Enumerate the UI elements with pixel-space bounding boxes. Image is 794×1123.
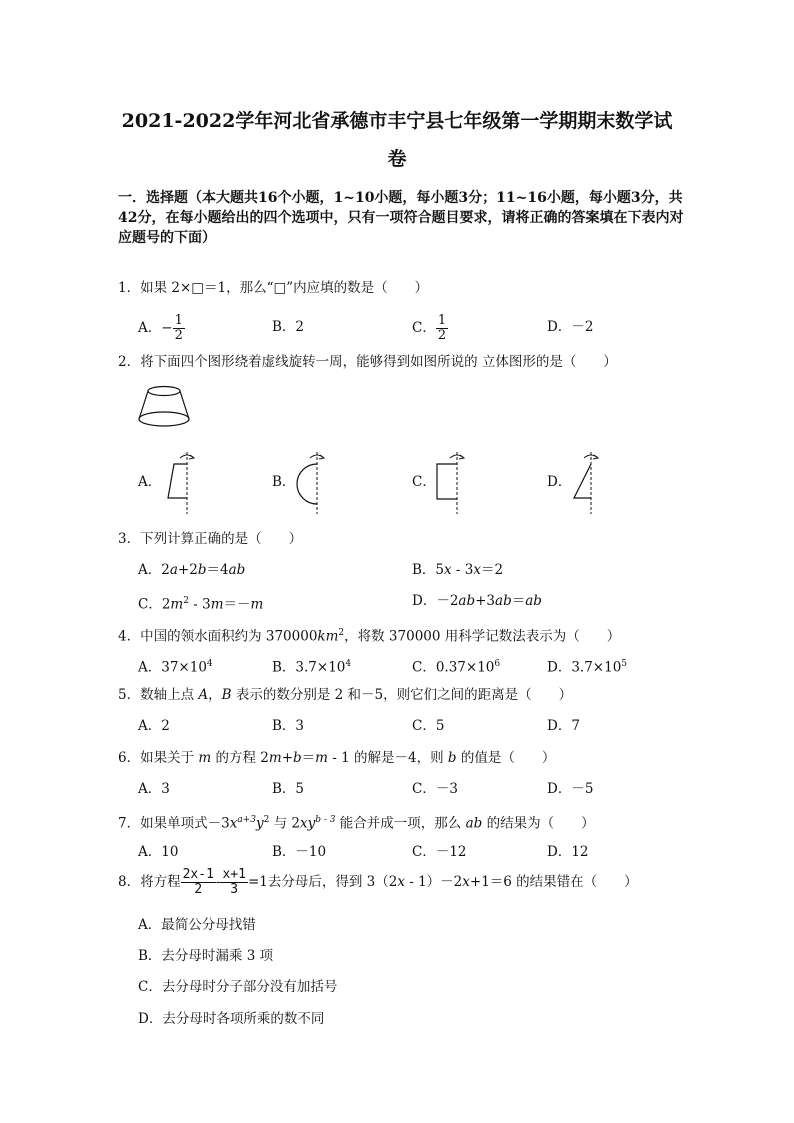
question-3-option-b: B．5x - 3x＝2 xyxy=(412,562,504,578)
question-4-option-b: B．$3.7\times 10^4$ xyxy=(272,659,352,676)
question-3-option-d: D．－2ab+3ab＝ab xyxy=(412,593,542,609)
question-2-stem: 2．将下面四个图形绕着虚线旋转一周，能够得到如图所说的 立体图形的是（ ） xyxy=(118,354,617,370)
question-7-option-c: C．－12 xyxy=(412,844,467,860)
question-7-option-b: B．－10 xyxy=(272,844,327,860)
question-2-option-d: D． xyxy=(547,474,572,490)
question-5-option-c: C．5 xyxy=(412,718,445,734)
trapezoid-option-figure xyxy=(160,452,200,514)
fraction: $\frac{1}{2}$ xyxy=(437,313,447,343)
question-5-option-d: D．7 xyxy=(547,718,580,734)
question-3-stem: 3．下列计算正确的是（ ） xyxy=(118,531,303,547)
question-6-option-a: A．3 xyxy=(138,781,170,797)
question-4-option-a: A．$37\times 10^4$ xyxy=(138,659,213,676)
question-1-stem: 1．如果 2×□＝1，那么“□”内应填的数是（ ） xyxy=(118,280,429,296)
question-2-option-b: B． xyxy=(272,474,296,490)
question-7-stem: 7．如果单项式$-3x^{a+3}y^2$ 与 $2xy^{b - 3}$ 能合并成一项，那么 ab 的结果为（ ） xyxy=(118,815,595,832)
rectangle-option-figure xyxy=(430,452,470,514)
question-8-option-a: A．最简公分母找错 xyxy=(138,917,256,933)
question-5-option-b: B．3 xyxy=(272,718,305,734)
frustum-figure xyxy=(135,383,195,433)
question-3-option-a: A．2a+2b＝4ab xyxy=(138,562,246,578)
question-8-option-b: B．去分母时漏乘 3 项 xyxy=(138,948,274,964)
question-8-option-c: C．去分母时分子部分没有加括号 xyxy=(138,979,338,995)
question-4-option-d: D．$3.7\times 10^5$ xyxy=(547,659,628,676)
question-3-option-c: C．$2m^2 - 3m=-m$ xyxy=(138,596,264,613)
question-1-option-d: D．－2 xyxy=(547,319,594,335)
fraction: $\frac{2x-1}{2}$ xyxy=(182,867,214,897)
fraction: $\frac{x+1}{3}$ xyxy=(222,867,246,897)
question-2-option-c: C． xyxy=(412,474,436,490)
question-6-option-d: D．－5 xyxy=(547,781,594,797)
question-6-stem: 6．如果关于 m 的方程 2m+b＝m - 1 的解是－4，则 b 的值是（ ） xyxy=(118,750,556,766)
question-2-option-a: A． xyxy=(138,474,162,490)
question-8-option-d: D．去分母时各项所乘的数不同 xyxy=(138,1011,325,1027)
section-heading: 一．选择题（本大题共16个小题，1~10小题，每小题3分；11~16小题，每小题3分，共42分，在每小题给出的四个选项中，只有一项符合题目要求，请将正确的答案填在下表内对应题号的下面） xyxy=(118,190,684,246)
question-6-option-b: B．5 xyxy=(272,781,305,797)
question-6-option-c: C．－3 xyxy=(412,781,458,797)
question-4-stem: 4．中国的领水面积约为 $370000km^2$，将数 370000 用科学记数法表示为（ ） xyxy=(118,628,621,645)
question-8-stem: 8．将方程 $\frac{2x-1}{2}$ - $\frac{x+1}{3}$ =1去分母后，得到 3（2x - 1）－2x+1＝6 的结果错在（ ） xyxy=(118,867,638,897)
question-1-option-c: C． $\frac{1}{2}$ xyxy=(412,313,447,343)
question-7-option-a: A．10 xyxy=(138,844,179,860)
question-7-option-d: D．12 xyxy=(547,844,589,860)
question-5-option-a: A．2 xyxy=(138,718,170,734)
semicircle-option-figure xyxy=(290,452,330,514)
question-1-option-b: B．2 xyxy=(272,319,305,335)
fraction: $\frac{1}{2}$ xyxy=(174,313,183,343)
question-1-option-a: A．− $\frac{1}{2}$ xyxy=(138,313,183,343)
triangle-option-figure xyxy=(564,452,604,514)
document-title-line2: 卷 xyxy=(387,148,407,170)
question-5-stem: 5．数轴上点 A，B 表示的数分别是 2 和－5，则它们之间的距离是（ ） xyxy=(118,687,573,703)
document-title-line1: 2021-2022学年河北省承德市丰宁县七年级第一学期期末数学试 xyxy=(121,110,673,132)
question-4-option-c: C．$0.37\times 10^6$ xyxy=(412,659,501,676)
